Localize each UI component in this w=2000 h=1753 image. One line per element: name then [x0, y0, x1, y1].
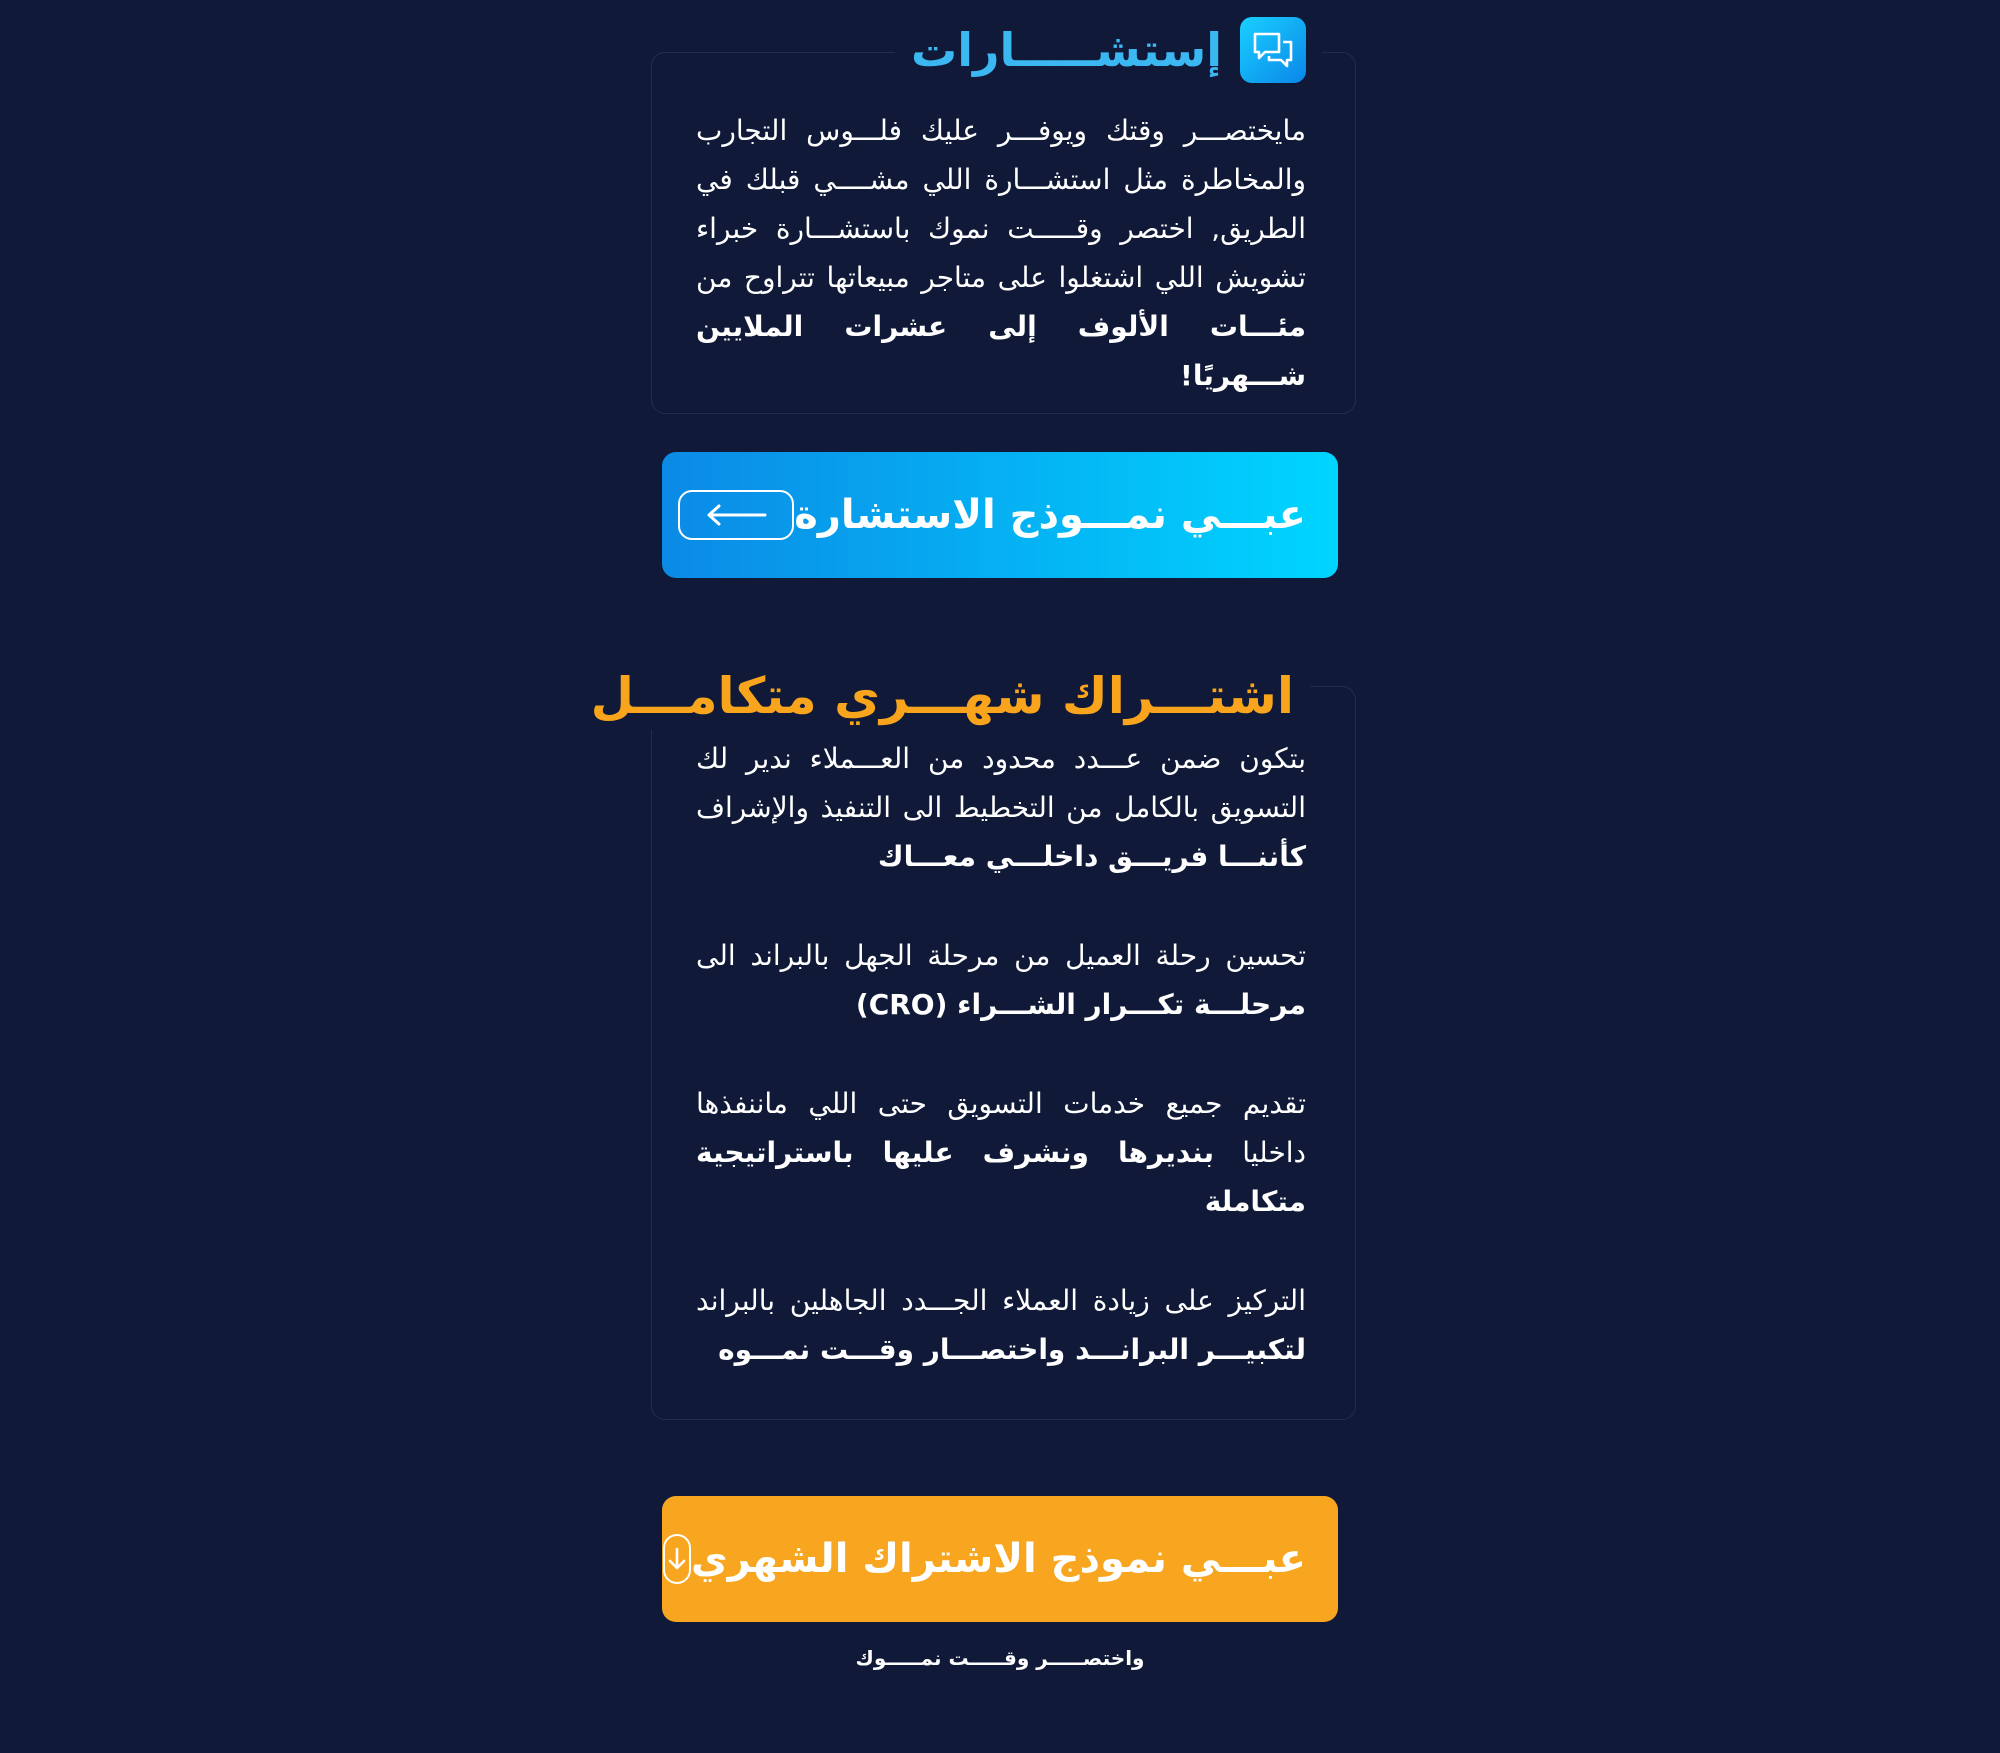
subscription-title: اشتـــراك شهـــري متكامـــل [590, 667, 1294, 725]
subscription-form-button-label: عبـــي نموذج الاشتراك الشهري [691, 1536, 1306, 1582]
feature-text: تحسين رحلة العميل من مرحلة الجهل بالبراند الى [696, 939, 1306, 972]
consultation-form-button[interactable] [662, 452, 1338, 578]
consultations-text: مايختصـــر وقتك ويوفـــر عليك فلـــوس التجارب والمخاطرة مثل استشـــارة اللي مشــــي قبلك في الطريق, اختصر وقـــــت نموك باستشـــارة خبراء تشويش اللي اشتغلوا على متاجر مبيعاتها تتراوح من [696, 114, 1306, 294]
feature-highlight: مرحلـــة تكـــرار الشـــراء (CRO) [855, 988, 1306, 1021]
feature-text: تقديم جميع خدمات التسويق حتى اللي ماننفذها داخليا [696, 1087, 1306, 1169]
feature-text: بتكون ضمن عـــدد محدود من العـــملاء ندير لك التسويق بالكامل من التخطيط الى التنفيذ والإشراف [696, 742, 1306, 824]
footer-tagline: واختصـــــر وقـــــت نمـــــوك [855, 1646, 1145, 1670]
subscription-heading [575, 662, 1310, 730]
consultation-form-button-label: عبـــي نمـــوذج الاستشارة [794, 492, 1306, 538]
feature-paragraph [696, 931, 1306, 1029]
arrow-down-icon [663, 1534, 691, 1584]
feature-paragraph [696, 1276, 1306, 1374]
chat-bubbles-icon [1240, 17, 1306, 83]
subscription-form-button[interactable] [662, 1496, 1338, 1622]
subscription-features [696, 734, 1306, 1424]
feature-paragraph [696, 1079, 1306, 1226]
feature-highlight: لتكبيـــر البرانـــد واختصـــار وقـــت نمـــوه [718, 1333, 1306, 1366]
consultations-description [696, 106, 1306, 400]
arrow-left-icon [678, 490, 794, 540]
consultations-highlight: مئـــات الألوف إلى عشرات الملايين شـــهريًا! [696, 310, 1306, 392]
feature-paragraph [696, 734, 1306, 881]
feature-highlight: بنديرها ونشرف عليها باستراتيجية متكاملة [696, 1136, 1306, 1218]
feature-text: التركيز على زيادة العملاء الجـــدد الجاهلين بالبراند [696, 1284, 1306, 1317]
consultations-heading [895, 16, 1322, 84]
consultations-title: إستشـــــارات [911, 23, 1222, 77]
feature-highlight: كأننـــا فريـــق داخلـــي معـــاك [877, 840, 1306, 873]
